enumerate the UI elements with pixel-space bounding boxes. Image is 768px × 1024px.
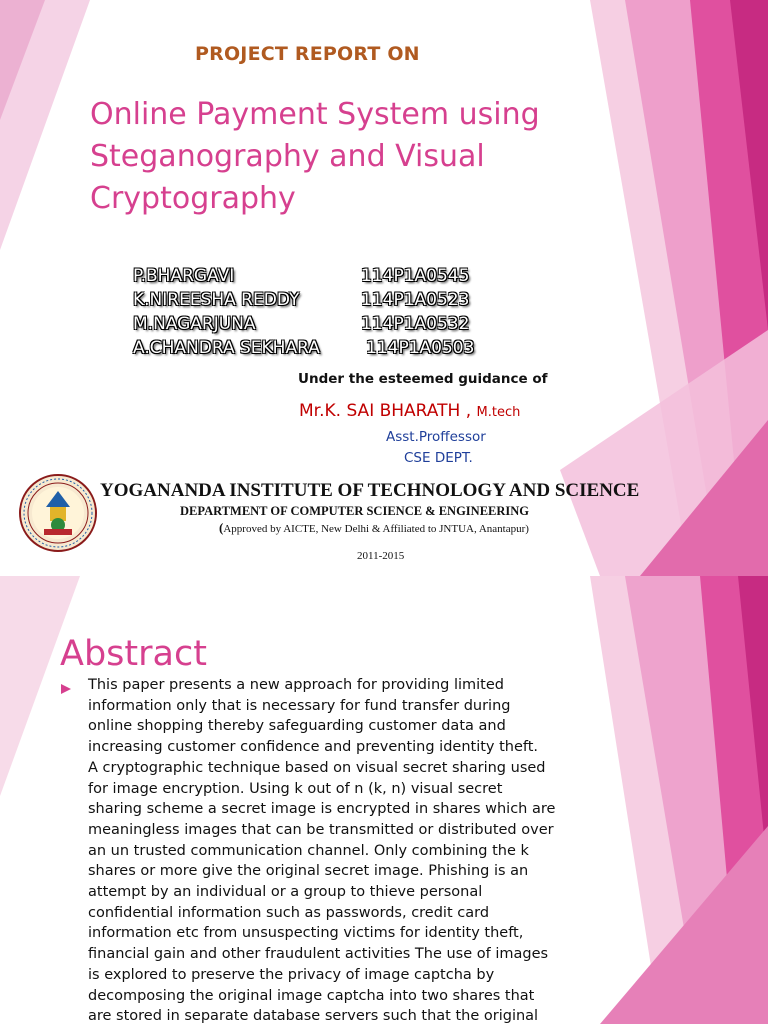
member-name: K.NIREESHA REDDY [133, 290, 300, 310]
abstract-line: sharing scheme a secret image is encrypted in shares which are [88, 801, 556, 818]
abstract-line: shares or more give the original secret image. Phishing is an [88, 863, 529, 880]
report-label: PROJECT REPORT ON [195, 43, 420, 65]
abstract-line: information etc from unsuspecting victims for identity theft, [88, 925, 524, 942]
abstract-paragraph [88, 675, 588, 1024]
title-line: Online Payment System using [90, 97, 540, 132]
member-row [133, 314, 513, 338]
project-title [90, 94, 590, 220]
member-name: P.BHARGAVI [133, 266, 235, 286]
approval-note: (Approved by AICTE, New Delhi & Affiliated to JNTUA, Anantapur) [219, 520, 529, 535]
guide-role: Asst.Proffessor [386, 429, 486, 445]
member-id: 114P1A0503 [366, 338, 475, 358]
abstract-line: information only that is necessary for fund transfer during [88, 697, 511, 714]
member-id: 114P1A0523 [361, 290, 470, 310]
batch-years: 2011-2015 [357, 550, 405, 562]
guide-department: CSE DEPT. [404, 450, 473, 466]
abstract-line: meaningless images that can be transmitted or distributed over [88, 821, 554, 838]
member-name: A.CHANDRA SEKHARA [133, 338, 320, 358]
institute-name: YOGANANDA INSTITUTE OF TECHNOLOGY AND SCIENCE [100, 480, 640, 501]
title-line: Cryptography [90, 181, 296, 216]
member-name: M.NAGARJUNA [133, 314, 256, 334]
guidance-label: Under the esteemed guidance of [298, 371, 548, 387]
bullet-arrow-icon [60, 683, 72, 695]
abstract-line: are stored in separate database servers such that the original [88, 1008, 539, 1024]
abstract-line: financial gain and other fraudulent activities The use of images [88, 946, 549, 963]
abstract-line: an un trusted communication channel. Only combining the k [88, 842, 529, 859]
abstract-line: online shopping thereby safeguarding customer data and [88, 718, 506, 735]
member-row [133, 338, 513, 362]
member-row [133, 290, 513, 314]
abstract-line: confidential information such as passwords, credit card [88, 904, 490, 921]
guide-name: Mr.K. SAI BHARATH , M.tech [299, 401, 521, 421]
abstract-line: decomposing the original image captcha into two shares that [88, 987, 535, 1004]
department-name: DEPARTMENT OF COMPUTER SCIENCE & ENGINEERING [180, 504, 530, 518]
abstract-line: for image encryption. Using k out of n (k, n) visual secret [88, 780, 503, 797]
abstract-heading: Abstract [60, 634, 207, 674]
member-id: 114P1A0545 [361, 266, 470, 286]
member-id: 114P1A0532 [361, 314, 470, 334]
institute-logo [18, 473, 98, 553]
guide-degree: M.tech [476, 405, 521, 420]
title-line: Steganography and Visual [90, 139, 485, 174]
abstract-line: attempt by an individual or a group to thieve personal [88, 884, 483, 901]
abstract-line: A cryptographic technique based on visual secret sharing used [88, 759, 546, 776]
member-row [133, 266, 513, 290]
abstract-line: is explored to preserve the privacy of image captcha by [88, 966, 495, 983]
abstract-slide [0, 576, 768, 1024]
abstract-line: This paper presents a new approach for providing limited [88, 677, 504, 693]
abstract-line: increasing customer confidence and preventing identity theft. [88, 739, 539, 756]
